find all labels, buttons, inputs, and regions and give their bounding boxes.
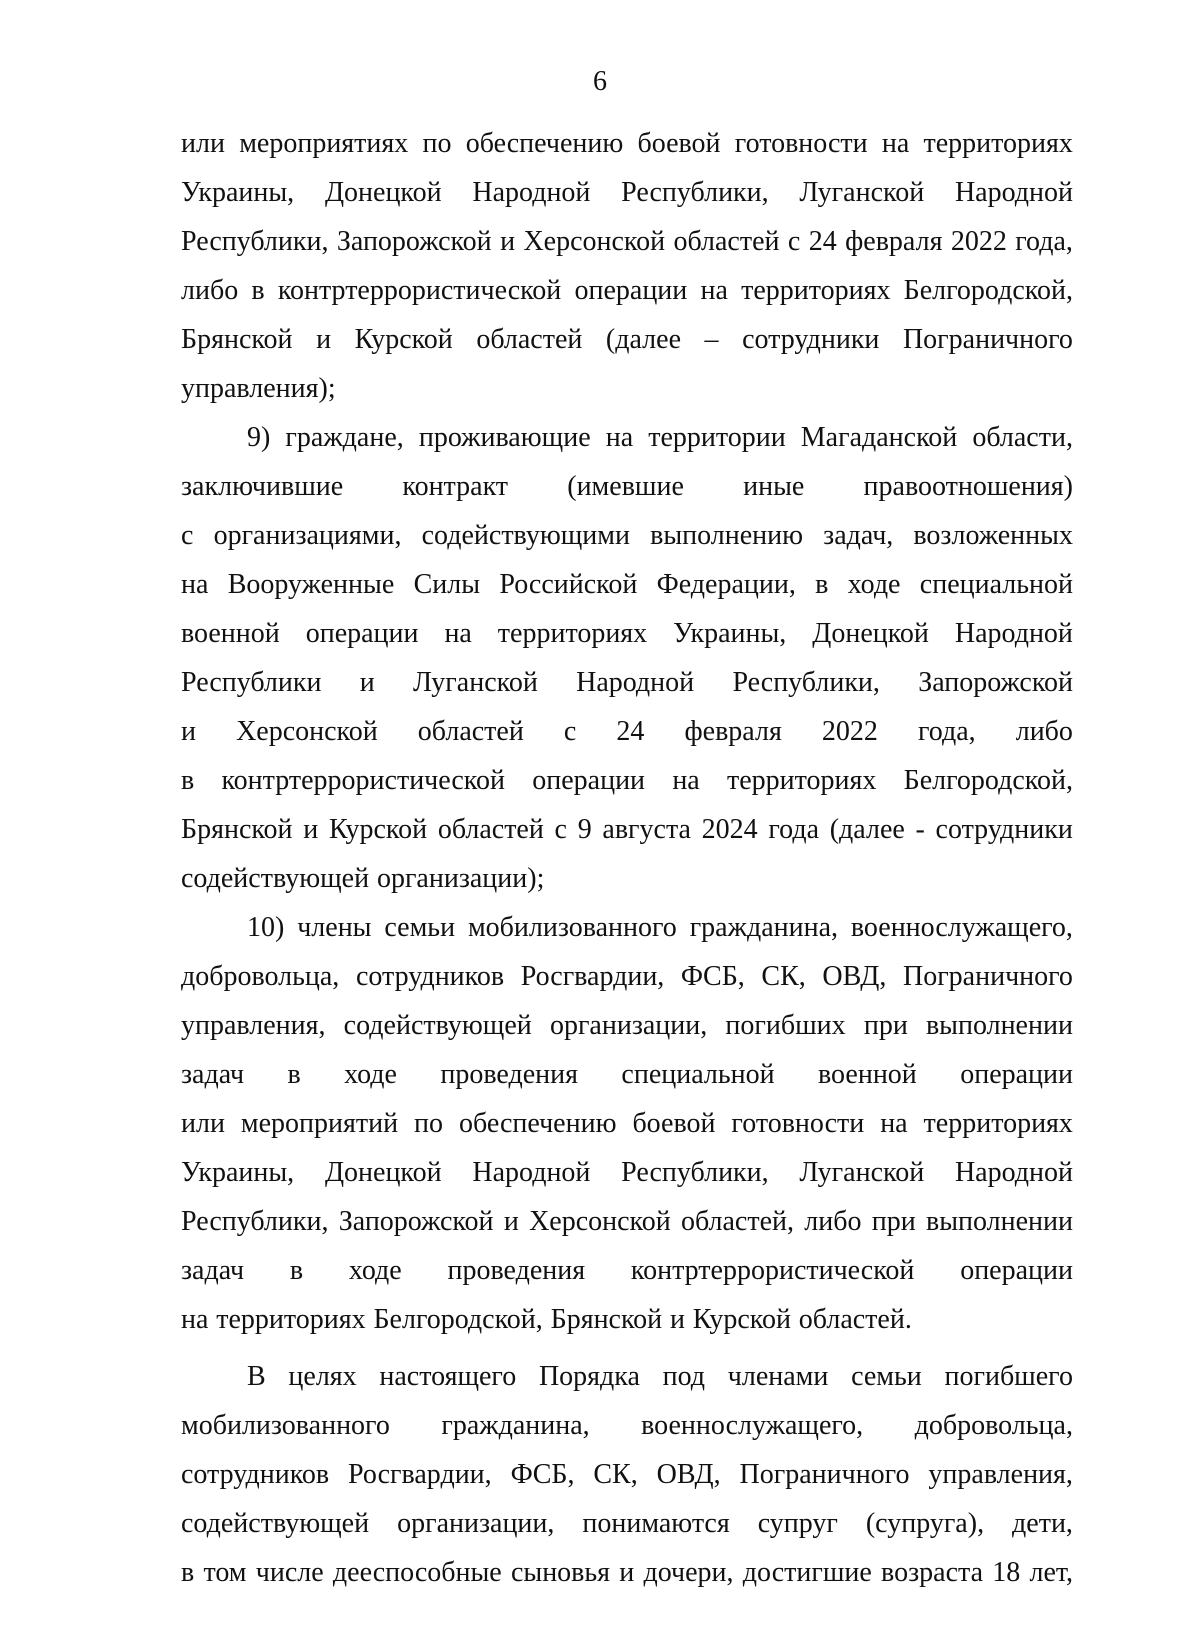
- word: на: [880, 1108, 908, 1139]
- word: (далее: [605, 324, 681, 355]
- text-line: [181, 1401, 1073, 1450]
- word: под: [662, 1361, 706, 1392]
- word: дееспособные: [332, 1557, 502, 1588]
- text-line: [181, 707, 1073, 756]
- word: Республики,: [621, 177, 769, 208]
- word: 10): [247, 912, 285, 943]
- word: территории: [648, 422, 786, 453]
- word: с: [554, 814, 567, 845]
- text-line: [181, 1001, 1073, 1050]
- word: сотрудники: [935, 814, 1073, 845]
- word: Народной: [954, 177, 1073, 208]
- word: 2022: [821, 716, 878, 747]
- word: в: [815, 569, 829, 600]
- text-line: [181, 315, 1073, 364]
- word: в: [251, 275, 265, 306]
- word: операции: [960, 1255, 1073, 1286]
- word: и: [303, 814, 319, 845]
- word: Республики,: [732, 667, 880, 698]
- word: Российской: [499, 569, 638, 600]
- word: Украины,: [181, 177, 295, 208]
- word: выполнении: [925, 1010, 1073, 1041]
- word: Республики,: [181, 1206, 329, 1237]
- word: областей: [673, 226, 780, 257]
- word: Республики,: [621, 1157, 769, 1188]
- word: года: [768, 814, 820, 845]
- word: на: [444, 618, 472, 649]
- word: семьи: [384, 912, 456, 943]
- text-line: [181, 1450, 1073, 1499]
- text-line: [181, 1295, 1073, 1344]
- word: Курской: [328, 814, 428, 845]
- word: Херсонской: [529, 1206, 671, 1237]
- word: задач,: [823, 520, 894, 551]
- word: на: [181, 569, 209, 600]
- word: и: [181, 716, 196, 747]
- text-line: [181, 217, 1073, 266]
- word: контртеррористической: [221, 765, 505, 796]
- word: готовности: [731, 1108, 865, 1139]
- word: на: [881, 128, 910, 159]
- word: августа: [602, 814, 691, 845]
- text-line: [181, 952, 1073, 1001]
- word: достигшие: [742, 1557, 872, 1588]
- word: организации,: [549, 1010, 708, 1041]
- text-line: [181, 1499, 1073, 1548]
- word: с: [563, 716, 577, 747]
- word: боевой: [632, 1108, 716, 1139]
- word: ОВД,: [822, 961, 887, 992]
- word: мобилизованного: [467, 912, 677, 943]
- word: сотрудников: [355, 961, 505, 992]
- word: Курской: [692, 1304, 791, 1335]
- word: ходе: [847, 569, 901, 600]
- word: добровольца,: [181, 961, 340, 992]
- word: мероприятиях: [239, 128, 409, 159]
- word: Народной: [472, 177, 591, 208]
- text-line: [181, 413, 1073, 462]
- word: погибшего: [944, 1361, 1073, 1392]
- word: правоотношения): [863, 471, 1073, 502]
- word: В: [247, 1361, 266, 1392]
- word: члены: [297, 912, 372, 943]
- text-line: [181, 854, 1073, 903]
- word: содействующей: [181, 863, 370, 894]
- word: Народной: [954, 1157, 1073, 1188]
- word: военнослужащего,: [850, 912, 1073, 943]
- word: Силы: [413, 569, 481, 600]
- text-line: [181, 1352, 1073, 1401]
- word: территориях: [923, 1108, 1073, 1139]
- word: добровольца,: [914, 1410, 1073, 1441]
- word: Украины,: [673, 618, 787, 649]
- word: в: [181, 1557, 195, 1588]
- word: мероприятий: [240, 1108, 399, 1139]
- word: семьи: [851, 1361, 922, 1392]
- word: задач: [181, 1255, 245, 1286]
- text-line: [181, 903, 1073, 952]
- word: с: [787, 226, 801, 257]
- word: управления);: [181, 373, 336, 404]
- word: проживающие: [418, 422, 591, 453]
- text-line: [181, 364, 1073, 413]
- word: дочери,: [643, 1557, 734, 1588]
- word: 2022: [950, 226, 1007, 257]
- word: Донецкой: [812, 618, 929, 649]
- word: на: [605, 422, 634, 453]
- word: (супруга),: [865, 1508, 985, 1539]
- word: мобилизованного: [181, 1410, 390, 1441]
- word: Народной: [472, 1157, 591, 1188]
- word: понимаются: [582, 1508, 730, 1539]
- word: областей.: [798, 1304, 912, 1335]
- word: проведения: [447, 1255, 586, 1286]
- word: военной: [181, 618, 280, 649]
- word: по: [422, 128, 452, 159]
- word: Росгвардии,: [348, 1459, 492, 1490]
- word: Украины,: [181, 1157, 295, 1188]
- word: содействующей: [343, 1010, 532, 1041]
- word: Херсонской: [523, 226, 666, 257]
- word: обеспечению: [465, 128, 624, 159]
- word: территориях: [741, 275, 891, 306]
- word: операции: [532, 765, 646, 796]
- word: выполнении: [925, 1206, 1073, 1237]
- word: Брянской: [550, 1304, 663, 1335]
- word: по: [414, 1108, 444, 1139]
- document-body: [181, 119, 1073, 1597]
- word: сотрудников: [181, 1459, 330, 1490]
- word: Луганской: [799, 1157, 925, 1188]
- word: гражданина,: [441, 1410, 590, 1441]
- word: числе: [255, 1557, 324, 1588]
- word: Народной: [954, 618, 1073, 649]
- word: боевой: [637, 128, 721, 159]
- word: Брянской: [181, 324, 293, 355]
- word: Федерации,: [656, 569, 796, 600]
- word: года,: [1015, 226, 1073, 257]
- word: содействующими: [421, 520, 630, 551]
- word: Луганской: [799, 177, 925, 208]
- word: (далее: [829, 814, 905, 845]
- word: Магаданской: [800, 422, 958, 453]
- word: контртеррористической: [277, 275, 562, 306]
- word: операции: [574, 275, 688, 306]
- word: с: [181, 520, 194, 551]
- word: или: [181, 128, 225, 159]
- word: -: [915, 814, 925, 845]
- word: февраля: [684, 716, 782, 747]
- word: 9: [577, 814, 592, 845]
- text-line: [181, 609, 1073, 658]
- word: военной: [818, 1059, 917, 1090]
- word: дети,: [1012, 1508, 1073, 1539]
- word: Донецкой: [324, 1157, 442, 1188]
- word: иные: [743, 471, 805, 502]
- word: Пограничного: [739, 1459, 910, 1490]
- word: 9): [247, 422, 271, 453]
- word: Пограничного: [902, 324, 1073, 355]
- word: погибших: [725, 1010, 846, 1041]
- text-line: [181, 658, 1073, 707]
- word: Курской: [354, 324, 453, 355]
- word: 24: [616, 716, 645, 747]
- word: организации,: [397, 1508, 555, 1539]
- word: ходе: [344, 1059, 397, 1090]
- word: 18: [992, 1557, 1021, 1588]
- word: в: [181, 765, 195, 796]
- word: возраста: [881, 1557, 983, 1588]
- word: обеспечению: [458, 1108, 617, 1139]
- word: гражданина,: [689, 912, 838, 943]
- text-line: [181, 119, 1073, 168]
- word: операции: [305, 618, 419, 649]
- text-line: [181, 1548, 1073, 1597]
- word: Республики,: [181, 226, 329, 257]
- word: Запорожской: [338, 1206, 494, 1237]
- text-line: [181, 511, 1073, 560]
- word: ходе: [348, 1255, 402, 1286]
- word: СК,: [593, 1459, 638, 1490]
- word: и: [669, 1304, 685, 1335]
- page-number: 6: [593, 66, 607, 97]
- word: на: [672, 765, 700, 796]
- word: территориях: [923, 128, 1073, 159]
- word: в: [287, 1059, 301, 1090]
- text-line: [181, 1148, 1073, 1197]
- word: готовности: [734, 128, 868, 159]
- word: территориях: [497, 618, 648, 649]
- text-line: [181, 805, 1073, 854]
- word: Республики: [181, 667, 322, 698]
- word: областей: [437, 814, 544, 845]
- word: и: [619, 1557, 635, 1588]
- word: специальной: [919, 569, 1073, 600]
- word: 2024: [701, 814, 758, 845]
- word: года,: [917, 716, 976, 747]
- text-line: [181, 756, 1073, 805]
- word: лет,: [1029, 1557, 1073, 1588]
- word: сыновья: [510, 1557, 611, 1588]
- word: и: [359, 667, 375, 698]
- text-line: [181, 1099, 1073, 1148]
- word: территориях: [216, 1304, 366, 1335]
- word: февраля: [845, 226, 943, 257]
- word: военнослужащего,: [641, 1410, 864, 1441]
- word: возложенных: [913, 520, 1073, 551]
- text-line: [181, 462, 1073, 511]
- word: 24: [808, 226, 837, 257]
- word: территориях: [727, 765, 877, 796]
- word: –: [704, 324, 719, 355]
- word: содействующей: [181, 1508, 370, 1539]
- word: на: [181, 1304, 209, 1335]
- word: Белгородской,: [373, 1304, 543, 1335]
- word: управления,: [928, 1459, 1073, 1490]
- word: либо: [181, 275, 239, 306]
- word: Запорожской: [336, 226, 492, 257]
- word: Белгородской,: [903, 765, 1073, 796]
- word: Белгородской,: [903, 275, 1073, 306]
- word: ФСБ,: [680, 961, 745, 992]
- word: либо: [804, 1206, 862, 1237]
- word: целях: [288, 1361, 357, 1392]
- word: специальной: [621, 1059, 775, 1090]
- word: организациями,: [213, 520, 402, 551]
- word: граждане,: [285, 422, 404, 453]
- word: контракт: [402, 471, 509, 502]
- word: СК,: [761, 961, 806, 992]
- word: выполнению: [650, 520, 804, 551]
- word: задач: [181, 1059, 245, 1090]
- word: и: [316, 324, 332, 355]
- word: членами: [727, 1361, 829, 1392]
- text-line: [181, 168, 1073, 217]
- word: Порядка: [538, 1361, 640, 1392]
- word: в: [289, 1255, 304, 1286]
- word: сотрудники: [742, 324, 880, 355]
- word: и: [500, 226, 516, 257]
- word: либо: [1015, 716, 1073, 747]
- word: и: [503, 1206, 519, 1237]
- word: при: [871, 1206, 916, 1237]
- text-line: [181, 560, 1073, 609]
- word: при: [863, 1010, 908, 1041]
- word: областей: [417, 716, 524, 747]
- word: управления,: [181, 1010, 326, 1041]
- word: настоящего: [379, 1361, 517, 1392]
- word: Вооруженные: [227, 569, 395, 600]
- word: (имевшие: [567, 471, 684, 502]
- word: или: [181, 1108, 225, 1139]
- word: контртеррористической: [630, 1255, 915, 1286]
- word: супруг: [757, 1508, 838, 1539]
- word: Донецкой: [324, 177, 442, 208]
- word: областей: [476, 324, 583, 355]
- word: ОВД,: [656, 1459, 721, 1490]
- word: ФСБ,: [510, 1459, 575, 1490]
- word: проведения: [440, 1059, 579, 1090]
- word: Луганской: [413, 667, 538, 698]
- word: организации);: [376, 863, 545, 894]
- word: на: [700, 275, 728, 306]
- word: Росгвардии,: [520, 961, 665, 992]
- word: Народной: [576, 667, 695, 698]
- text-line: [181, 1050, 1073, 1099]
- word: области,: [972, 422, 1073, 453]
- word: заключившие: [181, 471, 344, 502]
- word: Запорожской: [918, 667, 1073, 698]
- word: областей,: [680, 1206, 795, 1237]
- text-line: [181, 1246, 1073, 1295]
- word: Пограничного: [902, 961, 1073, 992]
- word: том: [203, 1557, 247, 1588]
- word: операции: [960, 1059, 1073, 1090]
- word: Херсонской: [236, 716, 378, 747]
- text-line: [181, 266, 1073, 315]
- word: Брянской: [181, 814, 293, 845]
- text-line: [181, 1197, 1073, 1246]
